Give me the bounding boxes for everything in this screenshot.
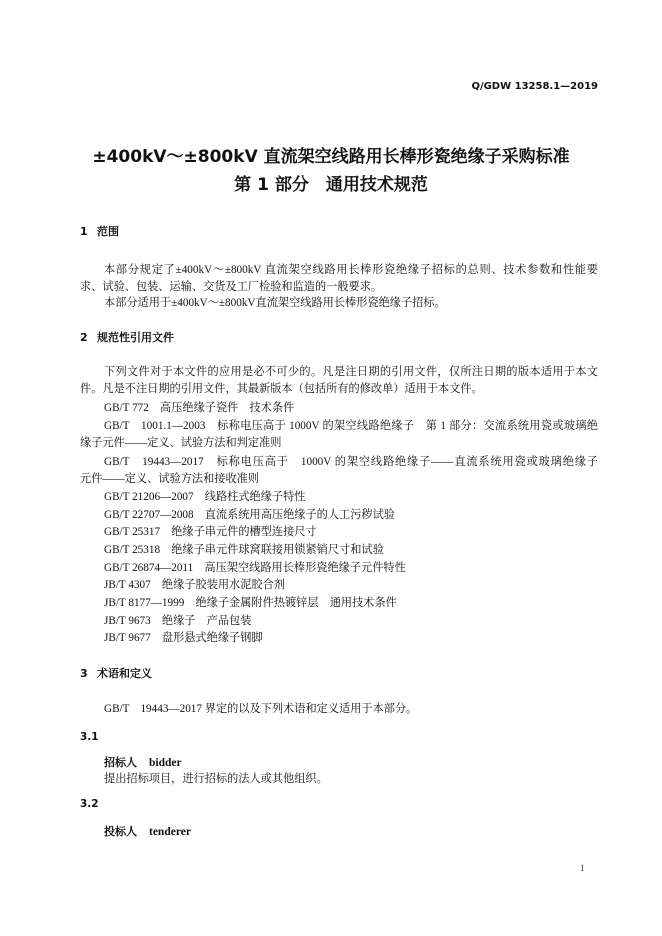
reference-entry-continuation: 元件——定义、试验方法和接收准则 bbox=[80, 473, 260, 485]
term-english: tenderer bbox=[149, 826, 191, 838]
page-number: 1 bbox=[580, 863, 585, 873]
term-english: bidder bbox=[149, 757, 182, 769]
reference-entry: GB/T 19443—2017 标称电压高于 1000V 的架空线路绝缘子——直流系统用瓷或玻璃绝缘子 bbox=[104, 456, 598, 468]
term-chinese: 投标人 bbox=[104, 825, 137, 838]
reference-entry: GB/T 1001.1—2003 标称电压高于 1000V 的架空线路绝缘子 第 1 部分：交流系统用瓷或玻璃绝 bbox=[104, 420, 598, 432]
section-heading-normative-references bbox=[80, 331, 174, 345]
section-number: 3 bbox=[80, 667, 88, 680]
title-line-2: 第 1 部分 通用技术规范 bbox=[234, 175, 428, 195]
term-entry bbox=[104, 824, 191, 839]
section-heading-scope bbox=[80, 225, 119, 239]
paragraph-line: GB/T 19443—2017 界定的以及下列术语和定义适用于本部分。 bbox=[104, 703, 418, 715]
reference-entry: GB/T 772 高压绝缘子瓷件 技术条件 bbox=[104, 402, 295, 414]
clause-number: 3.2 bbox=[80, 798, 99, 810]
section-title: 规范性引用文件 bbox=[97, 331, 174, 344]
paragraph-line: 求、试验、包装、运输、交货及工厂检验和监造的一般要求。 bbox=[80, 281, 383, 293]
document-code: Q/GDW 13258.1—2019 bbox=[471, 81, 598, 92]
reference-entry: GB/T 25317 绝缘子串元件的槽型连接尺寸 bbox=[104, 526, 317, 538]
section-number: 1 bbox=[80, 225, 88, 238]
paragraph-line: 件。凡是不注日期的引用文件，其最新版本（包括所有的修改单）适用于本文件。 bbox=[80, 383, 483, 395]
clause-number: 3.1 bbox=[80, 731, 99, 743]
reference-entry: GB/T 26874—2011 高压架空线路用长棒形瓷绝缘子元件特性 bbox=[104, 562, 406, 574]
reference-entry: JB/T 9677 盘形悬式绝缘子钢脚 bbox=[104, 632, 263, 644]
reference-entry-continuation: 缘子元件——定义、试验方法和判定准则 bbox=[80, 437, 282, 449]
reference-entry: JB/T 9673 绝缘子 产品包装 bbox=[104, 615, 252, 627]
term-definition: 提出招标项目，进行招标的法人或其他组织。 bbox=[104, 773, 328, 785]
section-number: 2 bbox=[80, 331, 88, 344]
title-line-1: ±400kV～±800kV 直流架空线路用长棒形瓷绝缘子采购标准 bbox=[92, 147, 570, 167]
paragraph-line: 本部分规定了±400kV～±800kV 直流架空线路用长棒形瓷绝缘子招标的总则、技术参数和性能要 bbox=[104, 264, 598, 276]
term-chinese: 招标人 bbox=[104, 756, 137, 769]
section-title: 范围 bbox=[97, 225, 119, 238]
section-title: 术语和定义 bbox=[97, 667, 152, 680]
reference-entry: GB/T 25318 绝缘子串元件球窝联接用锁紧销尺寸和试验 bbox=[104, 544, 384, 556]
reference-entry: JB/T 4307 绝缘子胶装用水泥胶合剂 bbox=[104, 579, 285, 591]
paragraph-line: 本部分适用于±400kV～±800kV直流架空线路用长棒形瓷绝缘子招标。 bbox=[104, 297, 446, 309]
section-heading-terms-and-definitions bbox=[80, 667, 152, 681]
reference-entry: JB/T 8177—1999 绝缘子金属附件热镀锌层 通用技术条件 bbox=[104, 597, 397, 609]
reference-entry: GB/T 22707—2008 直流系统用高压绝缘子的人工污秽试验 bbox=[104, 509, 395, 521]
paragraph-line: 下列文件对于本文件的应用是必不可少的。凡是注日期的引用文件，仅所注日期的版本适用于本文 bbox=[104, 366, 598, 378]
reference-entry: GB/T 21206—2007 线路柱式绝缘子特性 bbox=[104, 491, 306, 503]
term-entry bbox=[104, 755, 182, 770]
